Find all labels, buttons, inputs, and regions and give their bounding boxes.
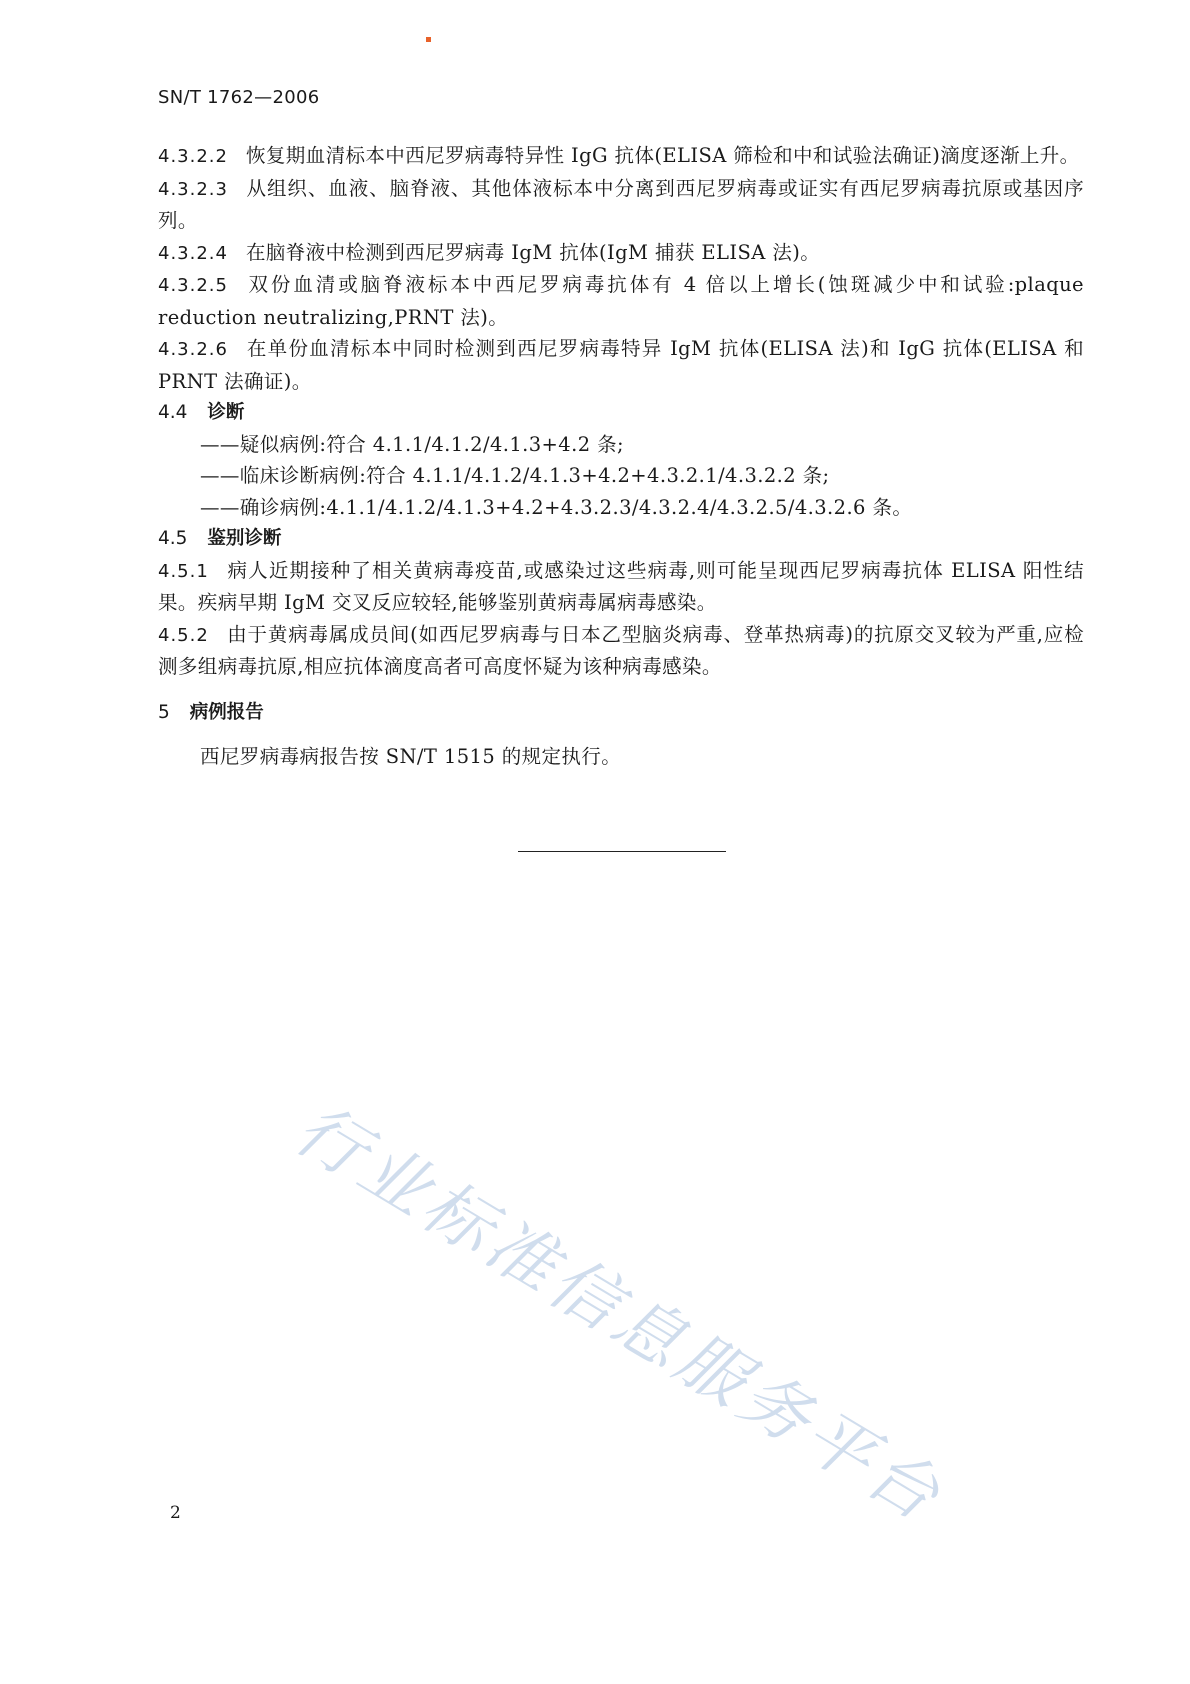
clause-4-5-1 [158,555,1084,619]
section-heading-5 [158,697,1084,729]
clause-4-3-2-2 [158,140,1084,173]
clause-number: 4.5.2 [158,624,209,646]
section-heading-4-5 [158,523,1084,555]
clause-4-3-2-5 [158,269,1084,333]
page-number: 2 [170,1503,181,1523]
clause-number: 4.3.2.5 [158,275,228,296]
section-number: 4.5 [158,528,188,549]
watermark: 行业标准信息服务平台 [281,1089,957,1539]
clause-text: 由于黄病毒属成员间(如西尼罗病毒与日本乙型脑炎病毒、登革热病毒)的抗原交叉较为严重,应检测多组病毒抗原,相应抗体滴度高者可高度怀疑为该种病毒感染。 [158,622,1084,678]
content-body [158,140,1084,773]
clause-4-3-2-6 [158,333,1084,397]
end-rule [518,851,726,852]
section-title: 鉴别诊断 [207,528,282,549]
diagnosis-item-clinical: ——临床诊断病例:符合 4.1.1/4.1.2/4.1.3+4.2+4.3.2.1/4.3.2.2 条; [200,464,830,487]
standard-code-header: SN/T 1762—2006 [158,87,320,108]
case-report-text: 西尼罗病毒病报告按 SN/T 1515 的规定执行。 [200,745,622,768]
clause-text: 双份血清或脑脊液标本中西尼罗病毒抗体有 4 倍以上增长(蚀斑减少中和试验:plaque reduction neutralizing,PRNT 法)。 [158,273,1084,329]
clause-text: 从组织、血液、脑脊液、其他体液标本中分离到西尼罗病毒或证实有西尼罗病毒抗原或基因序列。 [158,176,1084,232]
clause-text: 在脑脊液中检测到西尼罗病毒 IgM 抗体(IgM 捕获 ELISA 法)。 [245,240,821,264]
section-heading-4-4 [158,397,1084,429]
clause-4-3-2-3 [158,173,1084,237]
clause-number: 4.3.2.4 [158,242,228,264]
clause-4-3-2-4 [158,237,1084,270]
clause-text: 恢复期血清标本中西尼罗病毒特异性 IgG 抗体(ELISA 筛检和中和试验法确证)滴度逐渐上升。 [245,144,1080,167]
section-number: 4.4 [158,402,188,423]
clause-number: 4.3.2.2 [158,146,228,167]
top-mark [426,37,431,42]
diagnosis-item-confirmed: ——确诊病例:4.1.1/4.1.2/4.1.3+4.2+4.3.2.3/4.3.2.4/4.3.2.5/4.3.2.6 条。 [200,495,913,519]
section-number: 5 [158,701,170,723]
section-title: 病例报告 [189,701,264,723]
clause-number: 4.3.2.6 [158,339,228,360]
clause-text: 病人近期接种了相关黄病毒疫苗,或感染过这些病毒,则可能呈现西尼罗病毒抗体 ELISA 阳性结果。疾病早期 IgM 交叉反应较轻,能够鉴别黄病毒属病毒感染。 [158,558,1084,614]
section-title: 诊断 [207,402,245,423]
diagnosis-item-suspected: ——疑似病例:符合 4.1.1/4.1.2/4.1.3+4.2 条; [200,432,624,456]
clause-number: 4.5.1 [158,560,209,582]
clause-4-5-2 [158,619,1084,683]
clause-text: 在单份血清标本中同时检测到西尼罗病毒特异 IgM 抗体(ELISA 法)和 IgG 抗体(ELISA 和 PRNT 法确证)。 [158,337,1084,393]
clause-number: 4.3.2.3 [158,178,228,200]
